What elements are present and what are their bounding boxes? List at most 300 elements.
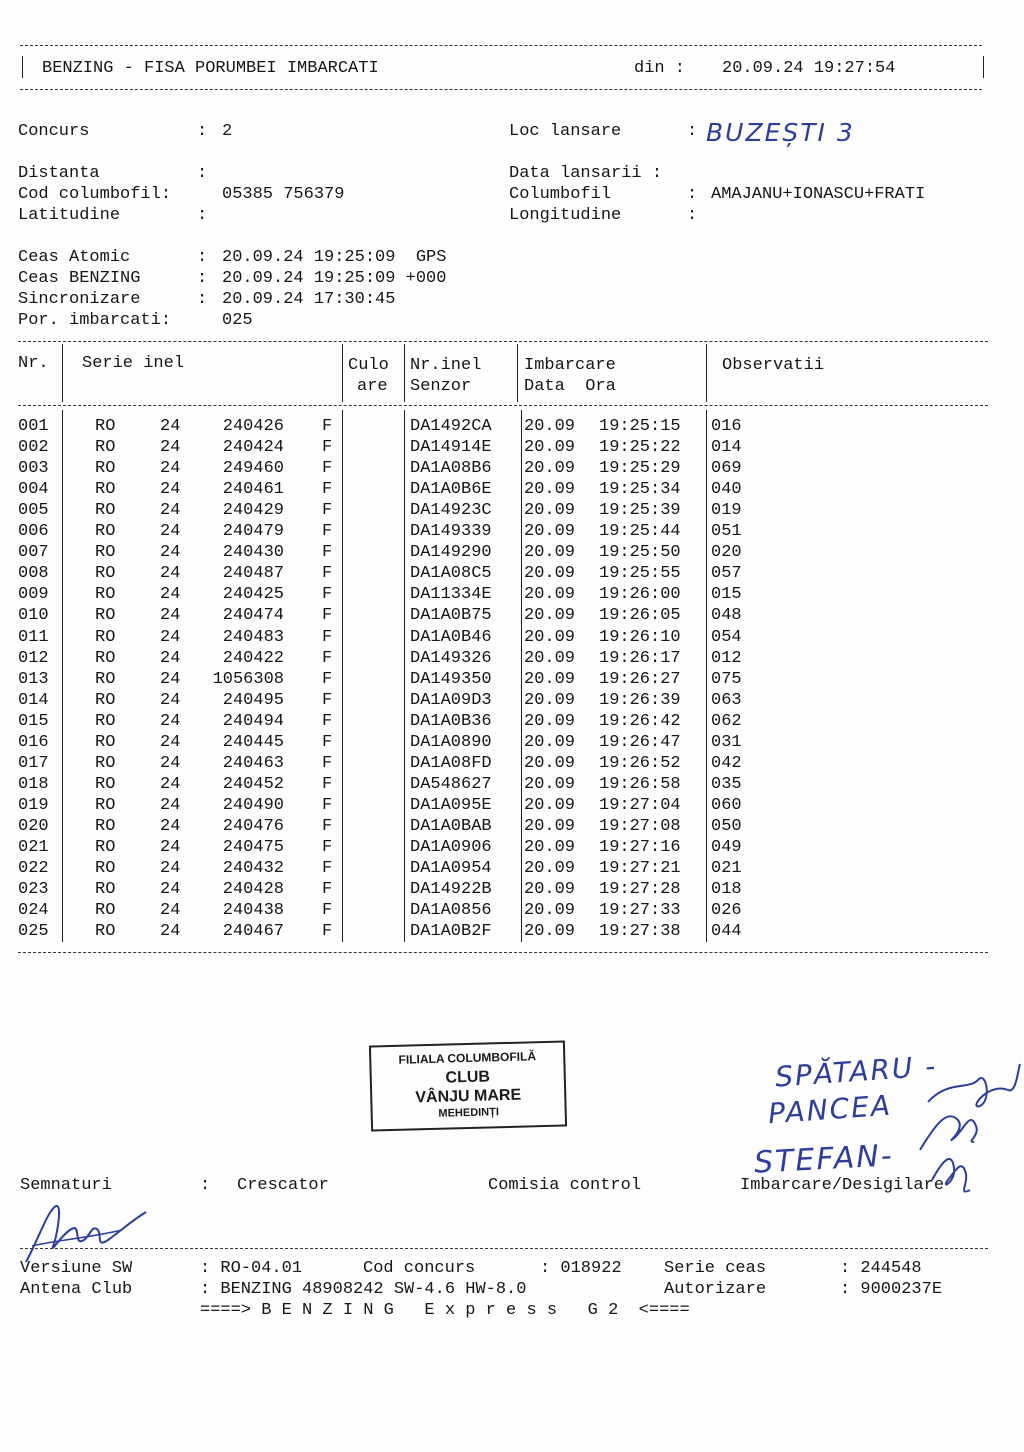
cell-data: 20.09 xyxy=(524,901,576,921)
cell-senzor: DA1A0B6E xyxy=(410,480,492,500)
cell-senzor: DA1A095E xyxy=(410,795,492,815)
cell-inel: 240424 xyxy=(222,438,284,458)
cell-ora: 19:27:08 xyxy=(599,816,681,836)
cell-obs: 075 xyxy=(711,669,742,689)
cell-inel: 240445 xyxy=(222,732,284,752)
cell-tara: RO xyxy=(95,669,116,689)
col-nrinel-header-1: Nr.inel xyxy=(410,356,482,375)
cell-data: 20.09 xyxy=(524,585,576,605)
header-din-value: 20.09.24 19:27:54 xyxy=(722,59,896,78)
cell-ora: 19:27:28 xyxy=(599,880,681,900)
cell-data: 20.09 xyxy=(524,459,576,479)
cell-senzor: DA1A0B2F xyxy=(410,922,492,942)
cell-obs: 031 xyxy=(711,732,742,752)
cell-inel: 240430 xyxy=(222,543,284,563)
cell-obs: 048 xyxy=(711,606,742,626)
cell-obs: 018 xyxy=(711,880,742,900)
semnaturi-colon: : xyxy=(200,1176,211,1195)
cell-tara: RO xyxy=(95,690,116,710)
benzing-express-banner: ====> B E N Z I N G E x p r e s s G 2 <==== xyxy=(200,1301,690,1320)
header-separator-3 xyxy=(404,344,405,402)
cell-data: 20.09 xyxy=(524,816,576,836)
cell-ora: 19:25:39 xyxy=(599,501,681,521)
body-separator-5 xyxy=(706,410,707,942)
cell-data: 20.09 xyxy=(524,838,576,857)
cell-nr: 006 xyxy=(18,522,49,542)
cell-an: 24 xyxy=(160,438,181,458)
cell-senzor: DA1A08C5 xyxy=(410,564,492,584)
cell-data: 20.09 xyxy=(524,438,576,458)
cell-senzor: DA14914E xyxy=(410,438,492,458)
club-stamp xyxy=(369,1040,567,1131)
cell-an: 24 xyxy=(160,648,181,668)
cell-tara: RO xyxy=(95,480,116,500)
cell-nr: 003 xyxy=(18,459,49,479)
footer-top-border xyxy=(20,1248,988,1249)
cell-senzor: DA149326 xyxy=(410,648,492,668)
cell-ora: 19:27:33 xyxy=(599,901,681,921)
cell-inel: 240429 xyxy=(222,501,284,521)
table-header-top-border xyxy=(18,341,988,342)
cell-an: 24 xyxy=(160,564,181,584)
cell-an: 24 xyxy=(160,880,181,900)
cell-data: 20.09 xyxy=(524,522,576,542)
cell-sex: F xyxy=(322,543,333,563)
cell-sex: F xyxy=(322,711,333,731)
header-din-label: din : xyxy=(634,59,686,78)
cell-senzor: DA1A0B46 xyxy=(410,627,492,647)
cell-ora: 19:26:52 xyxy=(599,753,681,773)
cell-obs: 019 xyxy=(711,501,742,521)
cell-an: 24 xyxy=(160,543,181,563)
cell-tara: RO xyxy=(95,732,116,752)
cell-data: 20.09 xyxy=(524,564,576,584)
cell-data: 20.09 xyxy=(524,732,576,752)
cell-inel: 240438 xyxy=(222,901,284,921)
cod-concurs-label: Cod concurs xyxy=(363,1259,476,1278)
cell-an: 24 xyxy=(160,859,181,879)
cell-nr: 013 xyxy=(18,669,49,689)
cell-data: 20.09 xyxy=(524,543,576,563)
cell-senzor: DA149350 xyxy=(410,669,492,689)
cell-an: 24 xyxy=(160,711,181,731)
cell-sex: F xyxy=(322,774,333,794)
cell-sex: F xyxy=(322,859,333,879)
cell-data: 20.09 xyxy=(524,606,576,626)
serie-ceas-value: : 244548 xyxy=(840,1259,922,1278)
col-observatii-header: Observatii xyxy=(722,356,825,375)
cell-sex: F xyxy=(322,669,333,689)
col-imbarcare-header-1: Imbarcare xyxy=(524,356,616,375)
table-bottom-border xyxy=(18,952,988,953)
cell-tara: RO xyxy=(95,438,116,458)
col-serie-header: Serie inel xyxy=(82,354,185,373)
cell-inel: 240428 xyxy=(222,880,284,900)
stamp-line-2: CLUB xyxy=(445,1068,491,1087)
cell-nr: 022 xyxy=(18,859,49,879)
cell-tara: RO xyxy=(95,859,116,879)
concurs-value: 2 xyxy=(222,122,233,141)
cell-tara: RO xyxy=(95,543,116,563)
cell-data: 20.09 xyxy=(524,753,576,773)
cell-data: 20.09 xyxy=(524,711,576,731)
ceas-atomic-label: Ceas Atomic xyxy=(18,248,131,267)
cell-ora: 19:27:04 xyxy=(599,795,681,815)
cell-inel: 240425 xyxy=(222,585,284,605)
cell-tara: RO xyxy=(95,522,116,542)
cell-senzor: DA1A09D3 xyxy=(410,690,492,710)
cell-senzor: DA1A0890 xyxy=(410,732,492,752)
cell-ora: 19:26:00 xyxy=(599,585,681,605)
document-title: BENZING - FISA PORUMBEI IMBARCATI xyxy=(42,59,379,78)
comisia-control-label: Comisia control xyxy=(488,1176,642,1195)
cell-an: 24 xyxy=(160,795,181,815)
cell-tara: RO xyxy=(95,564,116,584)
cell-sex: F xyxy=(322,753,333,773)
data-lansarii-label: Data lansarii : xyxy=(509,164,663,183)
cell-ora: 19:27:16 xyxy=(599,838,681,857)
cell-ora: 19:26:58 xyxy=(599,774,681,794)
cell-nr: 016 xyxy=(18,732,49,752)
cell-tara: RO xyxy=(95,922,116,942)
cell-tara: RO xyxy=(95,585,116,605)
cell-nr: 011 xyxy=(18,627,49,647)
cell-an: 24 xyxy=(160,690,181,710)
cell-inel: 240461 xyxy=(222,480,284,500)
cell-obs: 049 xyxy=(711,838,742,857)
cell-ora: 19:26:42 xyxy=(599,711,681,731)
cell-tara: RO xyxy=(95,880,116,900)
cell-senzor: DA1A0906 xyxy=(410,838,492,857)
cell-data: 20.09 xyxy=(524,922,576,942)
header-separator-5 xyxy=(706,344,707,402)
cell-an: 24 xyxy=(160,669,181,689)
cell-sex: F xyxy=(322,438,333,458)
cell-nr: 007 xyxy=(18,543,49,563)
cell-ora: 19:26:39 xyxy=(599,690,681,710)
cell-tara: RO xyxy=(95,838,116,857)
antena-club-label: Antena Club xyxy=(20,1280,133,1299)
latitudine-colon: : xyxy=(197,206,208,225)
body-separator-4 xyxy=(521,410,522,942)
cell-an: 24 xyxy=(160,627,181,647)
cell-ora: 19:26:10 xyxy=(599,627,681,647)
cell-obs: 035 xyxy=(711,774,742,794)
distanta-label: Distanta xyxy=(18,164,100,183)
cell-an: 24 xyxy=(160,606,181,626)
cell-ora: 19:25:15 xyxy=(599,417,681,436)
cell-senzor: DA14923C xyxy=(410,501,492,521)
cell-ora: 19:27:38 xyxy=(599,922,681,942)
cell-tara: RO xyxy=(95,648,116,668)
cell-ora: 19:25:55 xyxy=(599,564,681,584)
versiune-sw-label: Versiune SW xyxy=(20,1259,133,1278)
cell-sex: F xyxy=(322,838,333,857)
cell-inel: 240487 xyxy=(222,564,284,584)
cod-concurs-value: : 018922 xyxy=(540,1259,622,1278)
cell-nr: 017 xyxy=(18,753,49,773)
cell-obs: 016 xyxy=(711,417,742,436)
cell-an: 24 xyxy=(160,753,181,773)
cell-nr: 018 xyxy=(18,774,49,794)
cell-sex: F xyxy=(322,816,333,836)
por-imbarcati-label: Por. imbarcati: xyxy=(18,311,172,330)
cell-senzor: DA1492CA xyxy=(410,417,492,436)
loc-lansare-value: BUZEȘTI 3 xyxy=(706,118,855,147)
stamp-line-3: VÂNJU MARE xyxy=(415,1086,522,1107)
cell-nr: 012 xyxy=(18,648,49,668)
cell-ora: 19:26:47 xyxy=(599,732,681,752)
cell-nr: 008 xyxy=(18,564,49,584)
col-culoare-header-1: Culo xyxy=(348,356,389,375)
stamp-line-4: MEHEDINȚI xyxy=(438,1106,500,1120)
cell-nr: 023 xyxy=(18,880,49,900)
cell-data: 20.09 xyxy=(524,774,576,794)
cell-nr: 019 xyxy=(18,795,49,815)
columbofil-colon: : xyxy=(687,185,698,204)
cell-obs: 014 xyxy=(711,438,742,458)
cell-sex: F xyxy=(322,564,333,584)
cell-inel: 240463 xyxy=(222,753,284,773)
col-imbarcare-header-2: Data Ora xyxy=(524,377,616,396)
cell-an: 24 xyxy=(160,816,181,836)
cell-an: 24 xyxy=(160,774,181,794)
versiune-sw-value: : RO-04.01 xyxy=(200,1259,303,1278)
stamp-line-1: FILIALA COLUMBOFILĂ xyxy=(398,1049,537,1067)
cell-tara: RO xyxy=(95,459,116,479)
cod-columbofil-label: Cod columbofil: xyxy=(18,185,172,204)
cell-sex: F xyxy=(322,880,333,900)
cell-obs: 044 xyxy=(711,922,742,942)
cell-tara: RO xyxy=(95,753,116,773)
body-separator-1 xyxy=(62,410,63,942)
concurs-label: Concurs xyxy=(18,122,90,141)
semnaturi-label: Semnaturi xyxy=(20,1176,112,1195)
serie-ceas-label: Serie ceas xyxy=(664,1259,767,1278)
cell-nr: 021 xyxy=(18,838,49,857)
cell-data: 20.09 xyxy=(524,795,576,815)
cell-ora: 19:25:29 xyxy=(599,459,681,479)
cell-nr: 001 xyxy=(18,417,49,436)
cell-sex: F xyxy=(322,606,333,626)
distanta-colon: : xyxy=(197,164,208,183)
cell-inel: 249460 xyxy=(222,459,284,479)
latitudine-label: Latitudine xyxy=(18,206,121,225)
cell-inel: 240475 xyxy=(222,838,284,857)
cell-an: 24 xyxy=(160,480,181,500)
cell-senzor: DA149290 xyxy=(410,543,492,563)
cell-ora: 19:25:44 xyxy=(599,522,681,542)
columbofil-label: Columbofil xyxy=(509,185,612,204)
sincronizare-value: 20.09.24 17:30:45 xyxy=(222,290,396,309)
header-bottom-border xyxy=(20,89,982,90)
cell-data: 20.09 xyxy=(524,880,576,900)
cell-inel: 240490 xyxy=(222,795,284,815)
cell-an: 24 xyxy=(160,901,181,921)
cell-tara: RO xyxy=(95,627,116,647)
concurs-colon: : xyxy=(197,122,208,141)
cell-inel: 240422 xyxy=(222,648,284,668)
cell-nr: 025 xyxy=(18,922,49,942)
cell-data: 20.09 xyxy=(524,669,576,689)
cell-inel: 240483 xyxy=(222,627,284,647)
cell-sex: F xyxy=(322,690,333,710)
cell-nr: 004 xyxy=(18,480,49,500)
cell-data: 20.09 xyxy=(524,859,576,879)
por-imbarcati-value: 025 xyxy=(222,311,253,330)
cell-tara: RO xyxy=(95,816,116,836)
cell-nr: 020 xyxy=(18,816,49,836)
cell-sex: F xyxy=(322,522,333,542)
cell-senzor: DA548627 xyxy=(410,774,492,794)
cell-obs: 050 xyxy=(711,816,742,836)
cell-senzor: DA1A08FD xyxy=(410,753,492,773)
cell-sex: F xyxy=(322,922,333,942)
cell-ora: 19:25:34 xyxy=(599,480,681,500)
ceas-atomic-colon: : xyxy=(197,248,208,267)
cell-sex: F xyxy=(322,585,333,605)
cell-sex: F xyxy=(322,501,333,521)
cell-an: 24 xyxy=(160,501,181,521)
cell-data: 20.09 xyxy=(524,480,576,500)
cell-ora: 19:26:17 xyxy=(599,648,681,668)
cell-an: 24 xyxy=(160,459,181,479)
cell-obs: 026 xyxy=(711,901,742,921)
loc-lansare-label: Loc lansare xyxy=(509,122,622,141)
cell-nr: 014 xyxy=(18,690,49,710)
cell-senzor: DA11334E xyxy=(410,585,492,605)
sincronizare-colon: : xyxy=(197,290,208,309)
cell-tara: RO xyxy=(95,901,116,921)
handwritten-name-3: STEFAN- xyxy=(753,1138,895,1181)
ceas-benzing-label: Ceas BENZING xyxy=(18,269,141,288)
autorizare-label: Autorizare xyxy=(664,1280,767,1299)
cell-sex: F xyxy=(322,901,333,921)
cell-senzor: DA1A08B6 xyxy=(410,459,492,479)
cell-inel: 240476 xyxy=(222,816,284,836)
header-separator-2 xyxy=(342,344,343,402)
col-culoare-header-2: are xyxy=(357,377,388,396)
cell-senzor: DA1A0B36 xyxy=(410,711,492,731)
cell-data: 20.09 xyxy=(524,417,576,436)
cell-ora: 19:26:05 xyxy=(599,606,681,626)
cell-tara: RO xyxy=(95,774,116,794)
cell-inel: 240467 xyxy=(222,922,284,942)
cell-nr: 024 xyxy=(18,901,49,921)
cell-an: 24 xyxy=(160,585,181,605)
header-separator-1 xyxy=(62,344,63,402)
sincronizare-label: Sincronizare xyxy=(18,290,141,309)
cell-tara: RO xyxy=(95,501,116,521)
columbofil-value: AMAJANU+IONASCU+FRATI xyxy=(711,185,926,204)
cell-obs: 062 xyxy=(711,711,742,731)
cell-inel: 240452 xyxy=(222,774,284,794)
cell-tara: RO xyxy=(95,795,116,815)
cell-obs: 060 xyxy=(711,795,742,815)
cell-tara: RO xyxy=(95,606,116,626)
ceas-benzing-value: 20.09.24 19:25:09 +000 xyxy=(222,269,447,288)
cell-an: 24 xyxy=(160,838,181,857)
cell-ora: 19:25:50 xyxy=(599,543,681,563)
cell-inel: 240479 xyxy=(222,522,284,542)
crescator-label: Crescator xyxy=(237,1176,329,1195)
cell-ora: 19:25:22 xyxy=(599,438,681,458)
cell-ora: 19:26:27 xyxy=(599,669,681,689)
cell-data: 20.09 xyxy=(524,627,576,647)
header-separator-4 xyxy=(517,344,518,402)
cell-obs: 063 xyxy=(711,690,742,710)
cell-senzor: DA1A0954 xyxy=(410,859,492,879)
cell-obs: 069 xyxy=(711,459,742,479)
autorizare-value: : 9000237E xyxy=(840,1280,943,1299)
cell-obs: 015 xyxy=(711,585,742,605)
handwritten-name-1: SPĂTARU - xyxy=(774,1049,939,1094)
cell-senzor: DA1A0BAB xyxy=(410,816,492,836)
cell-inel: 240474 xyxy=(222,606,284,626)
cell-obs: 042 xyxy=(711,753,742,773)
cod-columbofil-value: 05385 756379 xyxy=(222,185,345,204)
cell-tara: RO xyxy=(95,417,116,436)
cell-an: 24 xyxy=(160,732,181,752)
cell-an: 24 xyxy=(160,417,181,436)
cell-inel: 240432 xyxy=(222,859,284,879)
cell-inel: 240495 xyxy=(222,690,284,710)
table-header-bottom-border xyxy=(18,405,988,406)
handwritten-name-2: PANCEA xyxy=(767,1088,893,1131)
cell-sex: F xyxy=(322,732,333,752)
longitudine-label: Longitudine xyxy=(509,206,622,225)
cell-senzor: DA1A0856 xyxy=(410,901,492,921)
col-nr-header: Nr. xyxy=(18,354,49,373)
loc-lansare-colon: : xyxy=(687,122,698,141)
cell-obs: 051 xyxy=(711,522,742,542)
cell-sex: F xyxy=(322,627,333,647)
cell-ora: 19:27:21 xyxy=(599,859,681,879)
cell-nr: 010 xyxy=(18,606,49,626)
cell-nr: 002 xyxy=(18,438,49,458)
cell-obs: 020 xyxy=(711,543,742,563)
ceas-benzing-colon: : xyxy=(197,269,208,288)
cell-sex: F xyxy=(322,480,333,500)
antena-club-value: : BENZING 48908242 SW-4.6 HW-8.0 xyxy=(200,1280,527,1299)
body-separator-2 xyxy=(342,410,343,942)
cell-senzor: DA1A0B75 xyxy=(410,606,492,626)
cell-sex: F xyxy=(322,795,333,815)
cell-data: 20.09 xyxy=(524,690,576,710)
cell-obs: 054 xyxy=(711,627,742,647)
header-right-border xyxy=(983,56,984,78)
cell-senzor: DA149339 xyxy=(410,522,492,542)
cell-data: 20.09 xyxy=(524,501,576,521)
ceas-atomic-value: 20.09.24 19:25:09 GPS xyxy=(222,248,447,267)
imbarcare-desigilare-label: Imbarcare/Desigilare xyxy=(740,1176,945,1195)
cell-tara: RO xyxy=(95,711,116,731)
cell-inel: 1056308 xyxy=(212,669,284,689)
cell-sex: F xyxy=(322,417,333,436)
cell-obs: 012 xyxy=(711,648,742,668)
cell-sex: F xyxy=(322,459,333,479)
cell-obs: 021 xyxy=(711,859,742,879)
cell-inel: 240426 xyxy=(222,417,284,436)
cell-sex: F xyxy=(322,648,333,668)
cell-obs: 057 xyxy=(711,564,742,584)
cell-nr: 005 xyxy=(18,501,49,521)
cell-senzor: DA14922B xyxy=(410,880,492,900)
header-top-border xyxy=(20,45,982,46)
cell-obs: 040 xyxy=(711,480,742,500)
cell-nr: 015 xyxy=(18,711,49,731)
cell-an: 24 xyxy=(160,522,181,542)
